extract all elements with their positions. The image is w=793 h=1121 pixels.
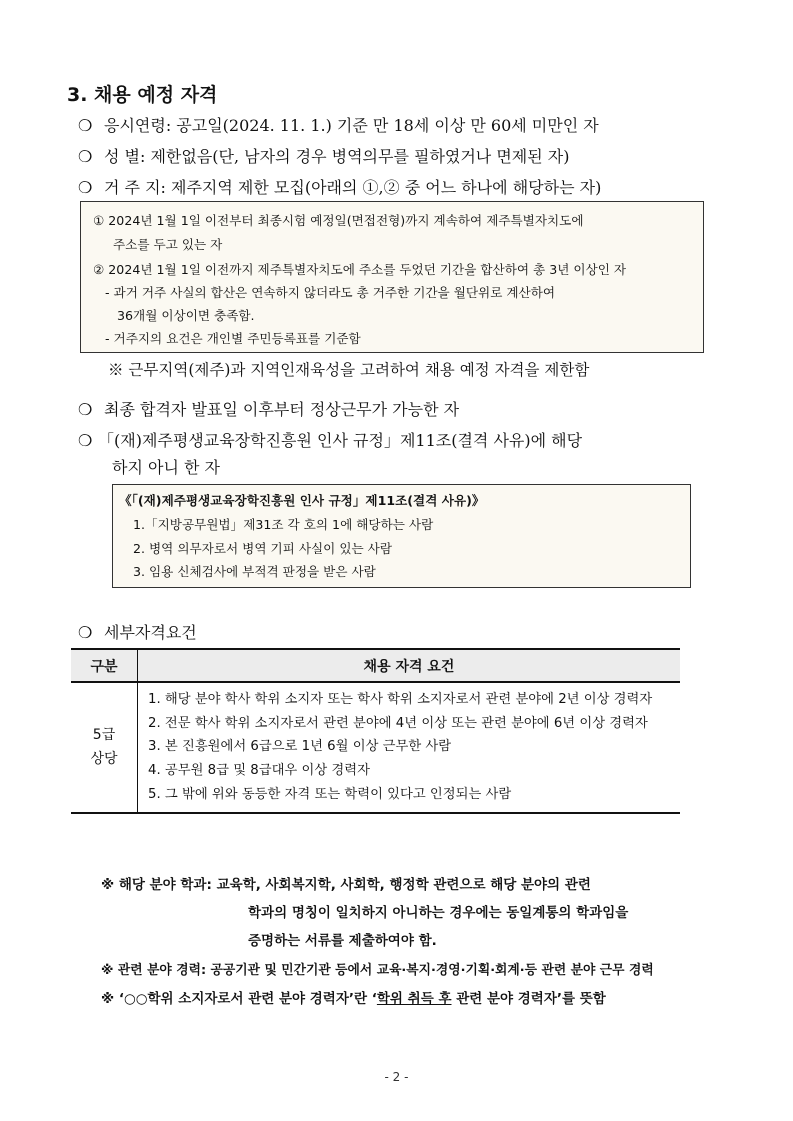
residence-line-3: ② 2024년 1월 1일 이전까지 제주특별자치도에 주소를 두었던 기간을 합산하여 총 3년 이상인 자 (93, 262, 627, 277)
bullet-gender-text: 성 별: 제한없음(단, 남자의 경우 병역의무를 필하였거나 면제된 자) (104, 147, 570, 166)
bullet-detail (78, 620, 197, 643)
requirements-table (71, 648, 680, 814)
grade-cell (71, 682, 138, 813)
bullet-gender (78, 144, 570, 167)
residence-line-1: ① 2024년 1월 1일 이전부터 최종시험 예정일(면접전형)까지 계속하여 제주특별자치도에 (93, 213, 584, 228)
footnote-degree-part-1: ※ ‘○○학위 소지자로서 관련 분야 경력자’란 ‘ (101, 991, 377, 1007)
requirement-item: 2. 전문 학사 학위 소지자로서 관련 분야에 4년 이상 또는 관련 분야에 6년 이상 경력자 (148, 715, 648, 731)
footnote-department-1: ※ 해당 분야 학과: 교육학, 사회복지학, 사회학, 행정학 관련으로 해당 분야의 관련 (101, 877, 591, 893)
bullet-marker-icon: ❍ (78, 178, 93, 197)
bullet-age (78, 113, 599, 136)
bullet-marker-icon: ❍ (78, 400, 93, 419)
footnote-department-3: 증명하는 서류를 제출하여야 함. (248, 933, 437, 949)
residence-conditions-box (80, 201, 704, 353)
requirement-item: 3. 본 진흥원에서 6급으로 1년 6월 이상 근무한 사람 (148, 739, 452, 755)
requirements-cell (138, 682, 681, 813)
page-number: - 2 - (384, 1070, 409, 1084)
table-row (71, 682, 680, 813)
residence-line-5: 36개월 이상이면 충족함. (117, 308, 255, 323)
table-header-row (71, 649, 680, 682)
footnote-department-2: 학과의 명칭이 일치하지 아니하는 경우에는 동일계통의 학과임을 (248, 905, 629, 921)
disqualification-item: 3. 임용 신체검사에 부적격 판정을 받은 사람 (133, 564, 376, 579)
bullet-age-text: 응시연령: 공고일(2024. 11. 1.) 기준 만 18세 이상 만 60세 미만인 자 (104, 116, 599, 135)
bullet-residence (78, 175, 601, 198)
detail-heading: 세부자격요건 (104, 623, 197, 642)
grade-line-1: 5급 (92, 727, 116, 744)
residence-line-4: - 과거 거주 사실의 합산은 연속하지 않더라도 총 거주한 기간을 월단위로 계산하여 (105, 285, 556, 300)
residence-line-2: 주소를 두고 있는 자 (113, 237, 223, 252)
col-header-category: 구분 (71, 649, 138, 682)
disqualification-item: 1.「지방공무원법」제31조 각 호의 1에 해당하는 사람 (133, 517, 434, 532)
requirement-item: 1. 해당 분야 학사 학위 소지자 또는 학사 학위 소지자로서 관련 분야에 2년 이상 경력자 (148, 692, 653, 707)
bullet-work-text: 최종 합격자 발표일 이후부터 정상근무가 가능한 자 (104, 400, 460, 419)
bullet-rule (78, 428, 582, 451)
bullet-marker-icon: ❍ (78, 147, 93, 166)
residence-line-6: - 거주지의 요건은 개인별 주민등록표를 기준함 (105, 331, 361, 346)
footnote-degree-underlined: 학위 취득 후 (376, 991, 452, 1007)
footnote-degree-part-3: 관련 분야 경력자’를 뜻함 (451, 991, 606, 1007)
footnote-career: ※ 관련 분야 경력: 공공기관 및 민간기관 등에서 교육·복지·경영·기획·회계·등 관련 분야 근무 경력 (101, 963, 654, 978)
disqualification-box (112, 484, 691, 588)
bullet-marker-icon: ❍ (78, 431, 93, 450)
col-header-requirements: 채용 자격 요건 (138, 649, 681, 682)
requirement-item: 4. 공무원 8급 및 8급대우 이상 경력자 (148, 763, 370, 779)
bullet-marker-icon: ❍ (78, 623, 93, 642)
section-heading: 3. 채용 예정 자격 (67, 84, 218, 106)
residence-note: ※ 근무지역(제주)과 지역인재육성을 고려하여 채용 예정 자격을 제한함 (108, 361, 590, 379)
disqualification-title: 《「(재)제주평생교육장학진흥원 인사 규정」제11조(결격 사유)》 (119, 493, 485, 508)
grade-line-2: 상당 (90, 751, 118, 768)
bullet-marker-icon: ❍ (78, 116, 93, 135)
bullet-residence-text: 거 주 지: 제주지역 제한 모집(아래의 ①,② 중 어느 하나에 해당하는 자) (104, 178, 602, 197)
bullet-rule-text-2: 하지 아니 한 자 (112, 458, 220, 477)
bullet-rule-text-1: 「(재)제주평생교육장학진흥원 인사 규정」제11조(결격 사유)에 해당 (98, 431, 583, 450)
disqualification-item: 2. 병역 의무자로서 병역 기피 사실이 있는 사람 (133, 541, 393, 556)
bullet-work (78, 397, 459, 420)
footnote-degree (101, 987, 606, 1007)
requirement-item: 5. 그 밖에 위와 동등한 자격 또는 학력이 있다고 인정되는 사람 (148, 786, 512, 802)
